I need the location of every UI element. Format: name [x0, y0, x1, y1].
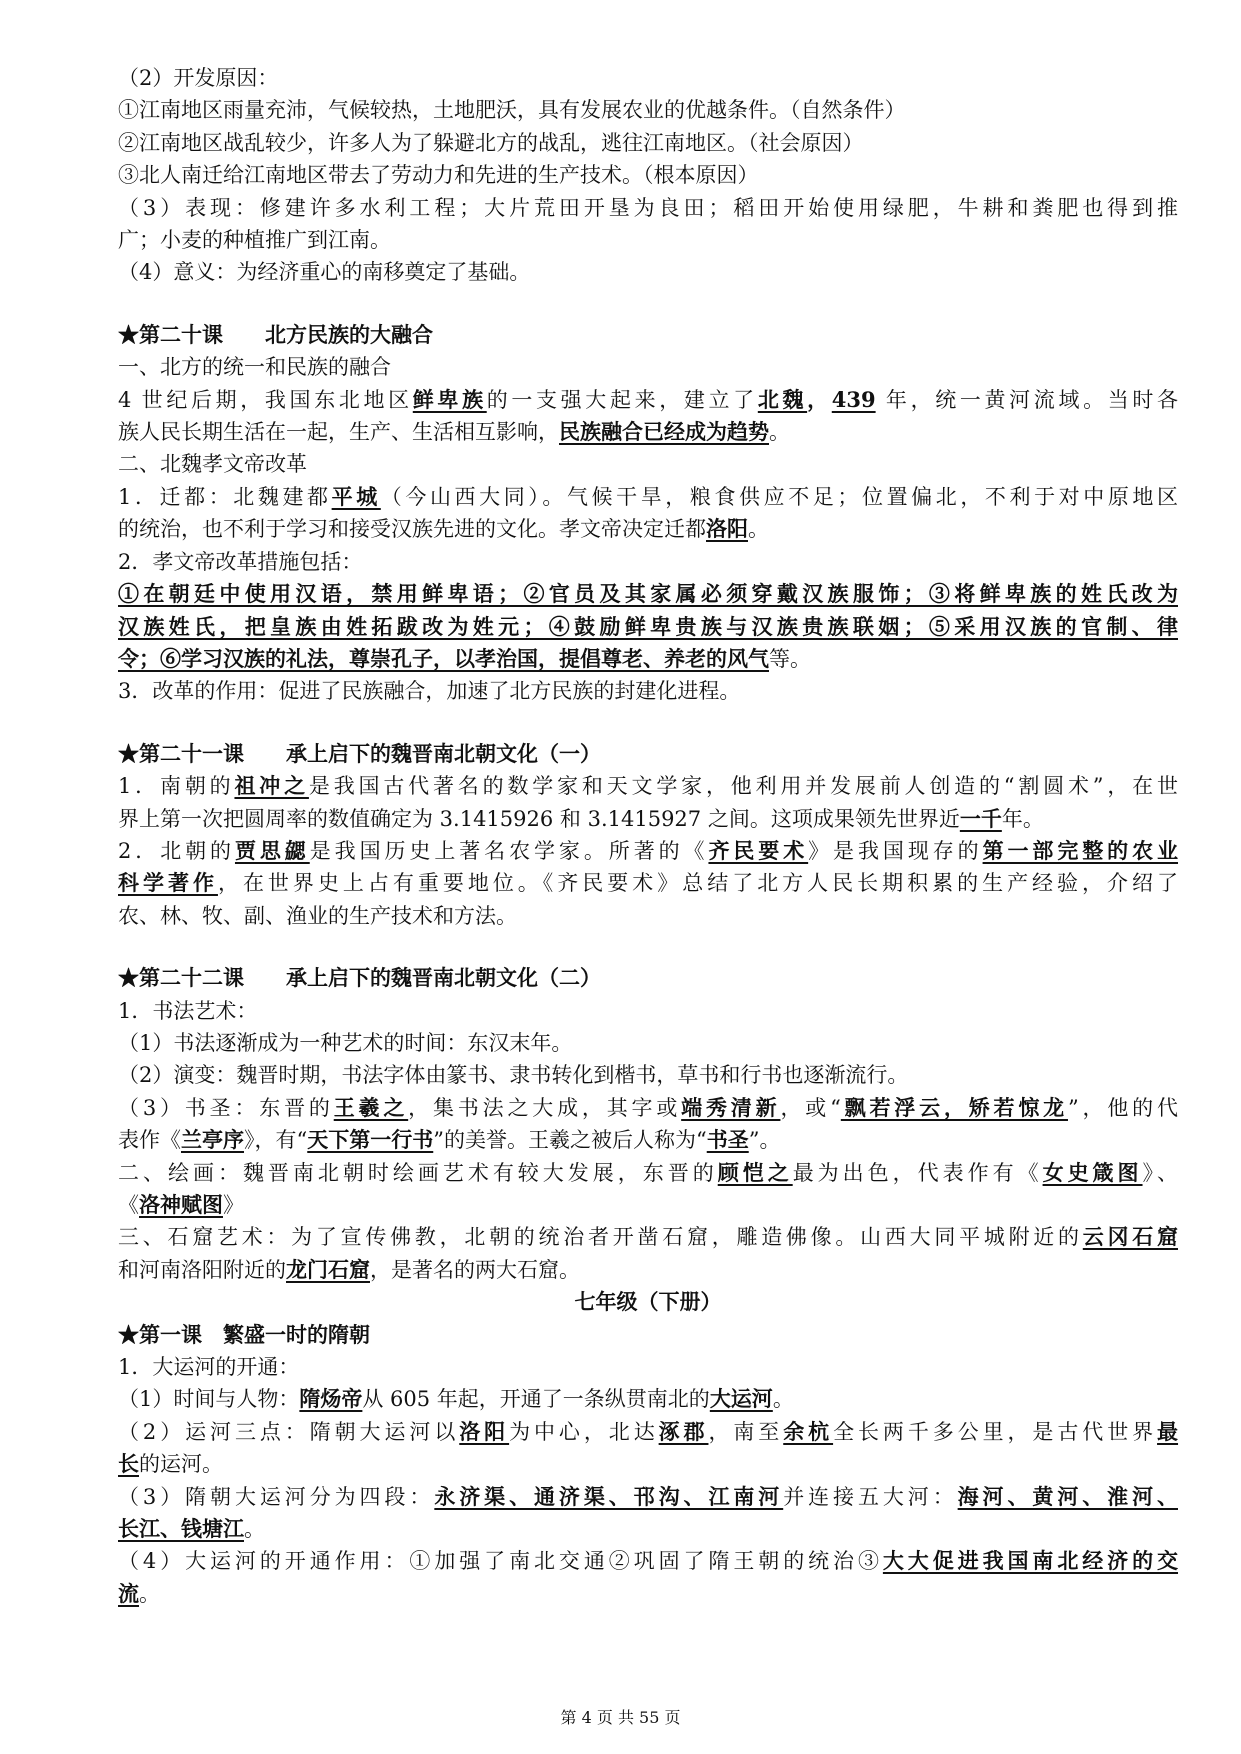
emphasized-text: 龙门石窟 [286, 1256, 370, 1282]
text-segment: 1．书法艺术： [118, 998, 258, 1023]
text-line [118, 513, 1178, 545]
text-segment: ，或“ [780, 1095, 841, 1120]
text-line [118, 1221, 1178, 1253]
emphasized-text: 顾恺之 [717, 1159, 793, 1185]
emphasized-text: ①在朝廷中使用汉语，禁用鲜卑语；②官员及其家属必须穿戴汉族服饰；③将鲜卑族的姓氏改为 [118, 581, 1178, 607]
text-segment: （3）隋朝大运河分为四段： [118, 1484, 435, 1509]
text-line [118, 1578, 1178, 1610]
text-line [118, 1092, 1178, 1124]
text-segment: （2）运河三点：隋朝大运河以 [118, 1419, 460, 1444]
emphasized-text: 洛神赋图 [139, 1192, 223, 1217]
emphasized-text: 齐民要术 [708, 837, 809, 863]
text-segment: 年，统一黄河流域。当时各 [875, 387, 1179, 412]
text-segment: ，在世界史上占有重要地位。《齐民要术》总结了北方人民长期积累的生产经验，介绍了 [217, 871, 1178, 896]
text-line [118, 611, 1178, 643]
text-segment: 七年级（下册） [574, 1289, 722, 1315]
text-segment: 界上第一次把圆周率的数值确定为 3.1415926 和 3.1415927 之间。这项成果领先世界近 [118, 806, 960, 831]
text-segment: （4）意义：为经济重心的南移奠定了基础。 [118, 260, 531, 285]
text-segment: （1）时间与人物： [118, 1387, 300, 1412]
text-segment: ★第一课 繁盛一时的隋朝 [118, 1321, 370, 1347]
emphasized-text: 余杭 [783, 1418, 834, 1444]
emphasized-text: 439 [831, 386, 876, 412]
paragraph-gap [118, 289, 1178, 319]
text-segment: ，是著名的两大石窟。 [370, 1257, 580, 1282]
emphasized-text: 端秀清新 [681, 1094, 781, 1120]
text-line [118, 1254, 1178, 1286]
text-segment: （今山西大同）。气候干旱，粮食供应不足；位置偏北，不利于对中原地区 [380, 484, 1178, 509]
section-heading [118, 738, 1178, 770]
emphasized-text: 飘若浮云，矫若惊龙 [840, 1094, 1068, 1120]
text-segment: 1．南朝的 [118, 774, 235, 799]
emphasized-text: 海河、黄河、淮河、 [957, 1483, 1178, 1509]
emphasized-text: 长江、钱塘江 [118, 1516, 244, 1542]
text-line [118, 995, 1178, 1027]
text-line [118, 1513, 1178, 1545]
emphasized-text: 永济渠、通济渠、邗沟、江南河 [434, 1483, 784, 1509]
text-segment: 《 [118, 1193, 139, 1217]
text-line [118, 1351, 1178, 1383]
text-segment: 最为出色，代表作有《 [792, 1160, 1043, 1185]
emphasized-text: 贾思勰 [234, 837, 310, 863]
text-line [118, 1059, 1178, 1091]
text-segment: ，南至 [708, 1419, 784, 1444]
emphasized-text: 平城 [331, 483, 381, 509]
emphasized-text: 女史箴图 [1042, 1159, 1143, 1185]
text-segment: 。 [139, 1581, 160, 1606]
text-segment: 二、绘画：魏晋南北朝时绘画艺术有较大发展，东晋的 [118, 1160, 718, 1185]
text-segment: 。 [772, 1387, 794, 1412]
text-segment: （2）演变：魏晋时期，书法字体由篆书、隶书转化到楷书，草书和行书也逐渐流行。 [118, 1063, 909, 1088]
text-segment: 一、北方的统一和民族的融合 [118, 355, 391, 380]
page-footer: 第 4 页 共 55 页 [560, 1708, 681, 1727]
document-body [118, 62, 1178, 1610]
emphasized-text: 北魏 [757, 386, 808, 412]
text-segment: （2）开发原因： [118, 66, 279, 90]
text-segment: 》 [223, 1193, 244, 1217]
emphasized-text: 科学著作 [118, 870, 218, 896]
text-segment: ”，他的代 [1067, 1095, 1178, 1120]
text-line [118, 643, 1178, 675]
text-segment: 1．迁都：北魏建都 [118, 484, 332, 509]
text-segment: （3）书圣：东晋的 [118, 1095, 334, 1120]
text-segment: ★第二十课 北方民族的大融合 [118, 321, 433, 347]
text-line [118, 1027, 1178, 1059]
text-segment: ”的美誉。王羲之被后人称为“ [433, 1128, 707, 1153]
emphasized-text: 天下第一行书 [307, 1127, 434, 1153]
emphasized-text: 汉族姓氏，把皇族由姓拓跋改为姓元；④鼓励鲜卑贵族与汉族贵族联姻；⑤采用汉族的官制、律 [118, 613, 1178, 639]
emphasized-text: 云冈石窟 [1082, 1224, 1179, 1250]
text-segment: 的运河。 [139, 1452, 223, 1477]
emphasized-text: ， [807, 386, 832, 412]
text-segment: 族人民长期生活在一起，生产、生活相互影响， [118, 420, 559, 445]
text-line [118, 546, 1178, 578]
paragraph-gap [118, 932, 1178, 962]
text-line [118, 1157, 1178, 1189]
text-line [118, 224, 1178, 256]
text-segment: 》，有“ [244, 1128, 308, 1153]
text-segment: ”。 [748, 1128, 781, 1153]
text-line [118, 1383, 1178, 1415]
emphasized-text: 书圣 [706, 1127, 749, 1153]
emphasized-text: 鲜卑族 [412, 386, 487, 412]
text-line [118, 127, 1178, 159]
text-segment: 。 [748, 517, 769, 542]
text-line [118, 481, 1178, 513]
text-line [118, 770, 1178, 802]
text-segment: 并连接五大河： [783, 1484, 958, 1509]
emphasized-text: 长 [118, 1451, 139, 1477]
text-segment: 是我国历史上著名农学家。所著的《 [309, 838, 709, 863]
text-segment: 。 [769, 420, 790, 445]
text-line [118, 675, 1178, 707]
text-segment: （4）大运河的开通作用：①加强了南北交通②巩固了隋王朝的统治③ [118, 1549, 883, 1574]
text-line [118, 94, 1178, 126]
text-line [118, 835, 1178, 867]
text-segment: 全长两千多公里，是古代世界 [833, 1419, 1158, 1444]
text-line [118, 448, 1178, 480]
text-segment: ★第二十一课 承上启下的魏晋南北朝文化（一） [118, 740, 601, 766]
emphasized-text: 大运河 [709, 1386, 773, 1412]
paragraph-gap [118, 708, 1178, 738]
text-line [118, 1448, 1178, 1480]
text-segment: 等。 [769, 646, 811, 671]
emphasized-text: 民族融合已经成为趋势 [559, 419, 769, 445]
text-segment: 年。 [1001, 806, 1044, 831]
section-heading [118, 1286, 1178, 1318]
text-segment: ，集书法之大成，其字或 [408, 1095, 682, 1120]
emphasized-text: 最 [1157, 1418, 1179, 1444]
emphasized-text: 洛阳 [459, 1418, 510, 1444]
text-segment: 》、 [1142, 1160, 1179, 1185]
text-line [118, 384, 1178, 416]
text-line [118, 192, 1178, 224]
text-line [118, 1124, 1178, 1156]
emphasized-text: 大大促进我国南北经济的交 [882, 1548, 1179, 1574]
text-segment: 2．北朝的 [118, 838, 235, 863]
text-line [118, 578, 1178, 610]
text-segment: 3．改革的作用：促进了民族融合，加速了北方民族的封建化进程。 [118, 679, 741, 704]
text-segment: 1．大运河的开通： [118, 1355, 300, 1380]
text-line [118, 1545, 1178, 1577]
text-line [118, 867, 1178, 899]
text-line [118, 900, 1178, 932]
text-segment: 和河南洛阳附近的 [118, 1257, 286, 1282]
text-segment: 广；小麦的种植推广到江南。 [118, 228, 391, 253]
text-line [118, 1189, 1178, 1221]
text-segment: （3）表现：修建许多水利工程；大片荒田开垦为良田；稻田开始使用绿肥，牛耕和粪肥也得到推 [118, 195, 1178, 220]
text-segment: 。 [244, 1517, 265, 1542]
text-line [118, 803, 1178, 835]
section-heading [118, 319, 1178, 351]
text-line [118, 416, 1178, 448]
text-line [118, 1481, 1178, 1513]
emphasized-text: 兰亭序 [181, 1127, 244, 1153]
emphasized-text: 令；⑥学习汉族的礼法，尊崇孔子，以孝治国，提倡尊老、养老的风气 [118, 645, 769, 671]
emphasized-text: 一千 [959, 805, 1002, 831]
text-segment: 三、石窟艺术：为了宣传佛教，北朝的统治者开凿石窟，雕造佛像。山西大同平城附近的 [118, 1225, 1083, 1250]
text-segment: 的统治，也不利于学习和接受汉族先进的文化。孝文帝决定迁都 [118, 517, 706, 542]
text-segment: 的一支强大起来，建立了 [486, 387, 758, 412]
emphasized-text: 第一部完整的农业 [982, 837, 1179, 863]
emphasized-text: 流 [118, 1580, 139, 1606]
text-segment: ①江南地区雨量充沛，气候较热，土地肥沃，具有发展农业的优越条件。（自然条件） [118, 98, 906, 123]
text-segment: 二、北魏孝文帝改革 [118, 452, 307, 477]
text-segment: 农、林、牧、副、渔业的生产技术和方法。 [118, 903, 517, 928]
text-segment: ②江南地区战乱较少，许多人为了躲避北方的战乱，逃往江南地区。（社会原因） [118, 130, 864, 155]
emphasized-text: 洛阳 [706, 516, 748, 542]
text-line [118, 256, 1178, 288]
emphasized-text: 涿郡 [658, 1418, 709, 1444]
text-line [118, 159, 1178, 191]
text-segment: 2．孝文帝改革措施包括： [118, 549, 363, 574]
text-segment: 为中心，北达 [509, 1419, 659, 1444]
text-segment: 》是我国现存的 [808, 838, 983, 863]
text-segment: 从 605 年起，开通了一条纵贯南北的 [362, 1387, 710, 1412]
text-segment: ③北人南迁给江南地区带去了劳动力和先进的生产技术。（根本原因） [118, 163, 759, 188]
text-line [118, 1416, 1178, 1448]
text-segment: ★第二十二课 承上启下的魏晋南北朝文化（二） [118, 965, 601, 991]
text-segment: 表作《 [118, 1128, 181, 1153]
text-segment: （1）书法逐渐成为一种艺术的时间：东汉末年。 [118, 1030, 573, 1055]
emphasized-text: 祖冲之 [234, 773, 309, 799]
text-line [118, 351, 1178, 383]
text-line [118, 62, 1178, 94]
section-heading [118, 1319, 1178, 1351]
emphasized-text: 王羲之 [333, 1094, 409, 1120]
text-segment: 4 世纪后期，我国东北地区 [118, 387, 413, 412]
emphasized-text: 隋炀帝 [299, 1386, 363, 1412]
text-segment: 是我国古代著名的数学家和天文学家，他利用并发展前人创造的“割圆术”，在世 [308, 774, 1178, 799]
section-heading [118, 962, 1178, 994]
